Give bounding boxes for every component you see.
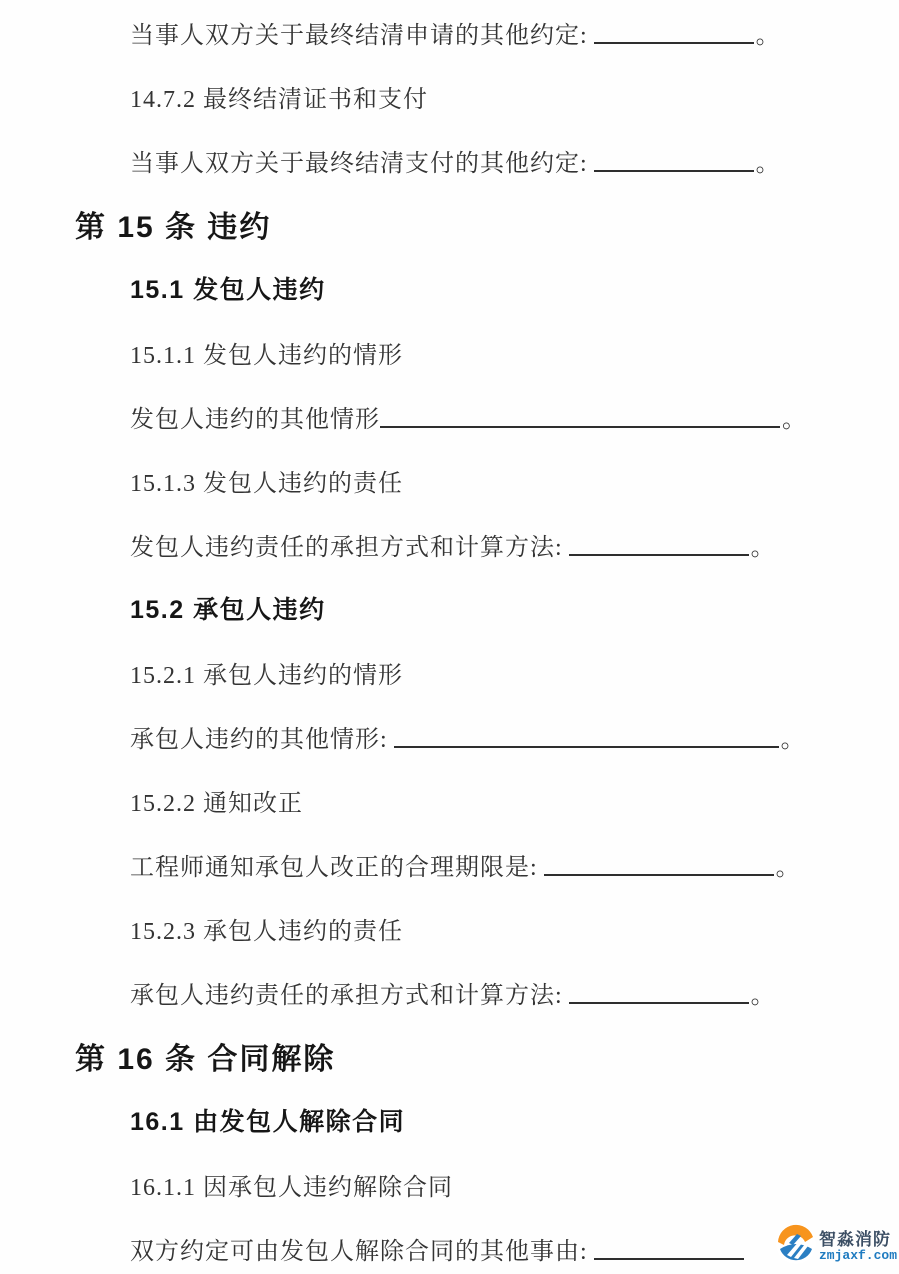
- contract-line: [0, 832, 899, 896]
- clause-heading: [0, 896, 899, 960]
- contract-line: [0, 512, 899, 576]
- line-text: 15.1.3 发包人违约的责任: [130, 470, 403, 497]
- clause-heading: [0, 768, 899, 832]
- subsection-heading-text: 16.1 由发包人解除合同: [130, 1108, 406, 1136]
- subsection-heading-text: 15.2 承包人违约: [130, 596, 326, 624]
- blank-underline: [569, 980, 749, 1004]
- line-text: 承包人违约的其他情形:: [130, 726, 388, 753]
- contract-line: [0, 960, 899, 1024]
- period-suffix: 。: [750, 982, 776, 1009]
- subsection-heading: [0, 1088, 899, 1152]
- brand-logo-icon: [775, 1223, 817, 1270]
- line-text: 发包人违约的其他情形: [130, 406, 380, 433]
- line-text: 15.2.2 通知改正: [130, 790, 303, 817]
- clause-heading: [0, 320, 899, 384]
- line-text: 双方约定可由发包人解除合同的其他事由:: [130, 1238, 588, 1265]
- clause-heading: [0, 640, 899, 704]
- blank-underline: [594, 148, 754, 172]
- blank-underline: [394, 724, 779, 748]
- period-suffix: 。: [750, 534, 776, 561]
- section-heading-text: 第 15 条 违约: [75, 211, 272, 244]
- blank-underline: [594, 1236, 744, 1260]
- contract-line: [0, 704, 899, 768]
- subsection-heading-text: 15.1 发包人违约: [130, 276, 326, 304]
- line-text: 15.1.1 发包人违约的情形: [130, 342, 403, 369]
- period-suffix: 。: [780, 726, 806, 753]
- period-suffix: 。: [755, 150, 781, 177]
- contract-line: [0, 0, 899, 64]
- clause-heading: [0, 1152, 899, 1216]
- line-text: 15.2.3 承包人违约的责任: [130, 918, 403, 945]
- subsection-heading: [0, 256, 899, 320]
- section-heading: [0, 1024, 899, 1088]
- blank-underline: [594, 20, 754, 44]
- line-text: 15.2.1 承包人违约的情形: [130, 662, 403, 689]
- line-text: 当事人双方关于最终结清申请的其他约定:: [130, 22, 588, 49]
- line-text: 承包人违约责任的承担方式和计算方法:: [130, 982, 563, 1009]
- brand-name: 智淼消防: [818, 1229, 891, 1249]
- brand-domain: zmjaxf.com: [818, 1247, 897, 1263]
- line-text: 14.7.2 最终结清证书和支付: [130, 86, 428, 113]
- contract-line: [0, 128, 899, 192]
- clause-heading: [0, 64, 899, 128]
- brand-watermark: [775, 1223, 897, 1270]
- contract-line: [0, 384, 899, 448]
- blank-underline: [544, 852, 774, 876]
- period-suffix: 。: [775, 854, 801, 881]
- blank-underline: [380, 404, 780, 428]
- clause-heading: [0, 448, 899, 512]
- contract-line: [0, 1216, 899, 1274]
- line-text: 工程师通知承包人改正的合理期限是:: [130, 854, 538, 881]
- line-text: 发包人违约责任的承担方式和计算方法:: [130, 534, 563, 561]
- section-heading-text: 第 16 条 合同解除: [75, 1043, 336, 1076]
- line-text: 16.1.1 因承包人违约解除合同: [130, 1174, 453, 1201]
- period-suffix: 。: [755, 22, 781, 49]
- section-heading: [0, 192, 899, 256]
- line-text: 当事人双方关于最终结清支付的其他约定:: [130, 150, 588, 177]
- subsection-heading: [0, 576, 899, 640]
- period-suffix: 。: [782, 406, 807, 433]
- blank-underline: [569, 532, 749, 556]
